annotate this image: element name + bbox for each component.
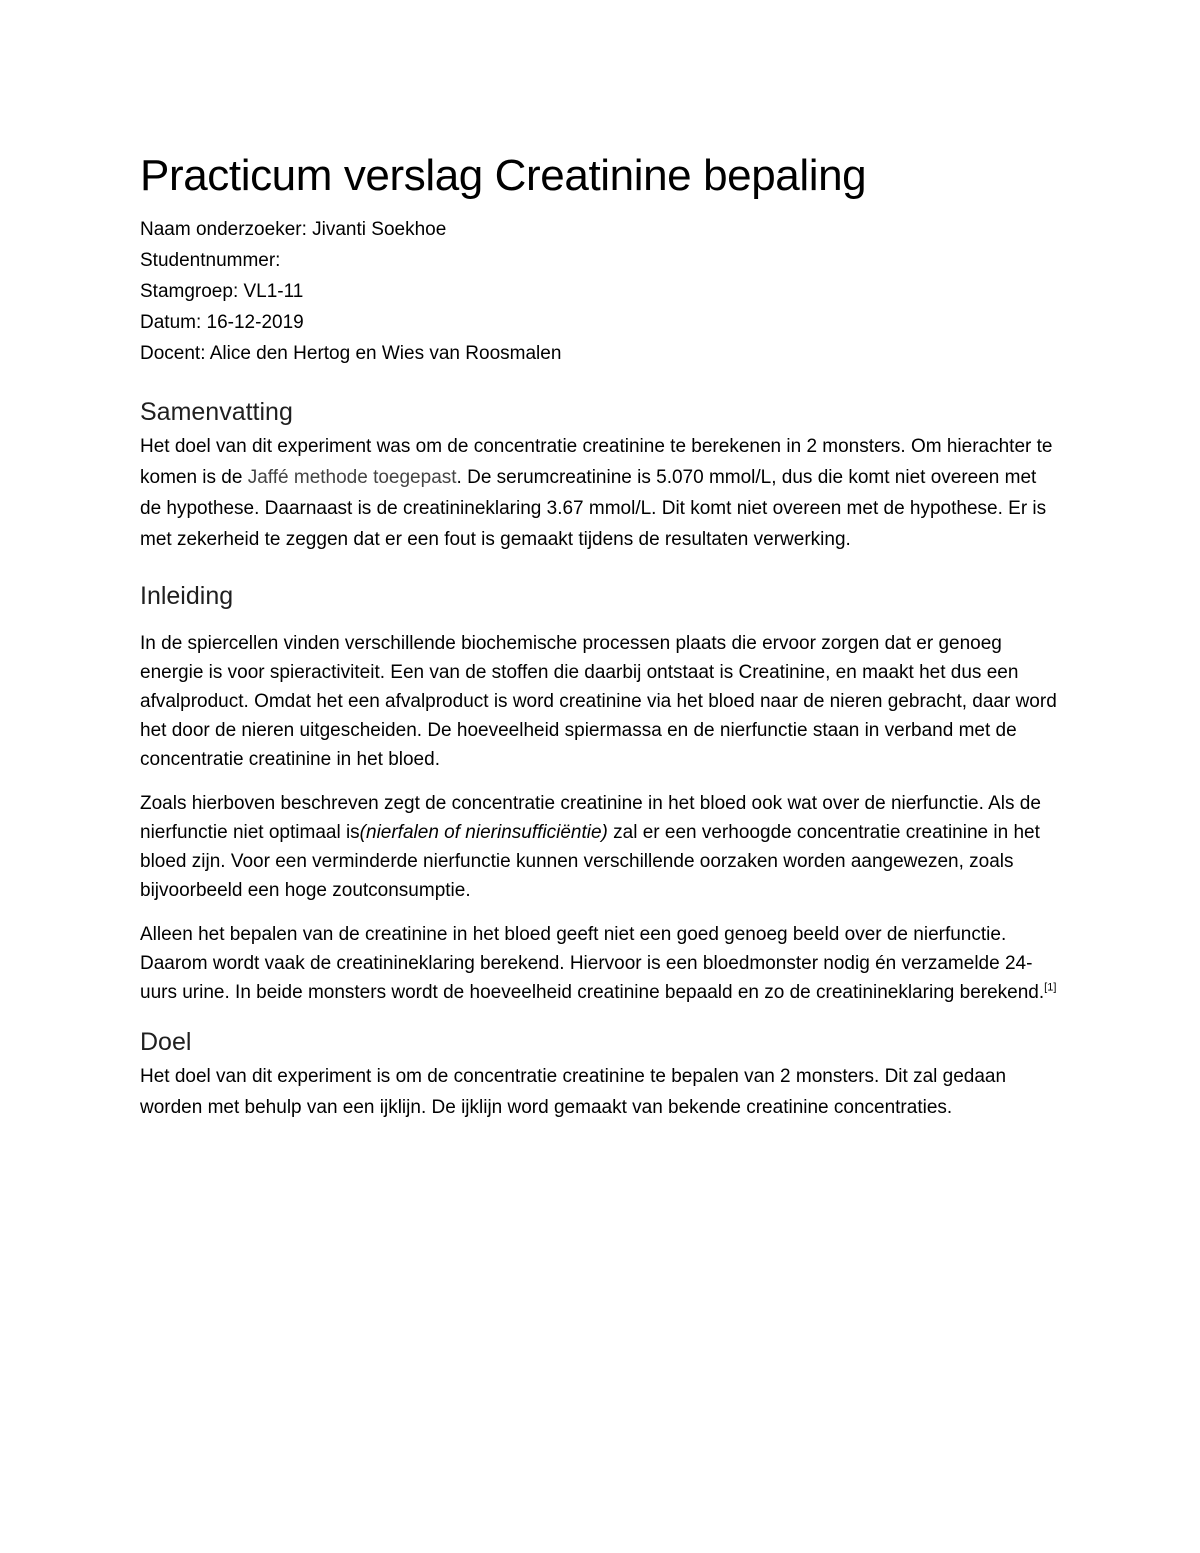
intro-paragraph-3 — [140, 920, 1060, 1007]
method-reference: Jaffé methode toegepast — [247, 467, 457, 488]
section-doel — [140, 1025, 1060, 1123]
heading-inleiding: Inleiding — [140, 582, 234, 610]
doel-paragraph: Het doel van dit experiment is om de concentratie creatinine te bepalen van 2 monsters. Dit zal gedaan worden met behulp van een ijklijn. De ijklijn word gemaakt van bekende creatinine concentraties. — [140, 1066, 1007, 1118]
researcher-name: Naam onderzoeker: Jivanti Soekhoe — [140, 219, 447, 240]
intro-p2-text-end: zal er een verhoogde concentratie creatinine in het bloed zijn. Voor een verminderde nierfunctie kunnen verschillende oorzaken worden aangewezen, zoals bijvoorbeeld een hoge zoutconsumptie. — [140, 822, 1040, 901]
intro-p2-italic: (nierfalen of nierinsufficiëntie) — [359, 822, 608, 843]
section-samenvatting — [140, 395, 1060, 555]
author-info — [140, 214, 1060, 369]
document-page — [140, 146, 1060, 1123]
intro-paragraph-2 — [140, 789, 1060, 905]
heading-doel: Doel — [140, 1028, 192, 1056]
intro-p2-text-start: Zoals hierboven beschreven zegt de concentratie creatinine in het bloed ook wat over de nierfunctie. Als de nierfunctie niet optimaal is — [140, 793, 1041, 843]
report-date: Datum: 16-12-2019 — [140, 312, 304, 333]
summary-text-end: . De serumcreatinine is 5.070 mmol/L, dus die komt niet overeen met de hypothese. Daarnaast is de creatinineklaring 3.67 mmol/L. Dit komt niet overeen met de hypothese. Er is met zekerheid te zeggen dat er een fout is gemaakt tijdens de resultaten verwerking. — [140, 467, 1047, 550]
summary-paragraph — [140, 431, 1060, 555]
section-inleiding — [140, 579, 1060, 1007]
heading-samenvatting: Samenvatting — [140, 398, 293, 426]
document-title: Practicum verslag Creatinine bepaling — [140, 151, 867, 200]
footnote-reference: [1] — [1044, 981, 1057, 994]
intro-p3-text: Alleen het bepalen van de creatinine in het bloed geeft niet een goed genoeg beeld over de nierfunctie. Daarom wordt vaak de creatinineklaring berekend. Hiervoor is een bloedmonster nodig én verzamelde 24-uurs urine. In beide monsters wordt de hoeveelheid creatinine bepaald en zo de creatinineklaring berekend. — [140, 924, 1045, 1003]
teachers: Docent: Alice den Hertog en Wies van Roosmalen — [140, 343, 562, 364]
student-number: Studentnummer: — [140, 250, 281, 271]
class-group: Stamgroep: VL1-11 — [140, 281, 304, 302]
intro-paragraph-1: In de spiercellen vinden verschillende biochemische processen plaats die ervoor zorgen dat er genoeg energie is voor spieractiviteit. Een van de stoffen die daarbij ontstaat is Creatinine, en maakt het dus een afvalproduct. Omdat het een afvalproduct is word creatinine via het bloed naar de nieren gebracht, daar word het door de nieren uitgescheiden. De hoeveelheid spiermassa en de nierfunctie staan in verband met de concentratie creatinine in het bloed. — [140, 633, 1057, 770]
summary-text-start: Het doel van dit experiment was om de concentratie creatinine te berekenen in 2 monsters. Om hierachter te komen is de — [140, 436, 1053, 488]
